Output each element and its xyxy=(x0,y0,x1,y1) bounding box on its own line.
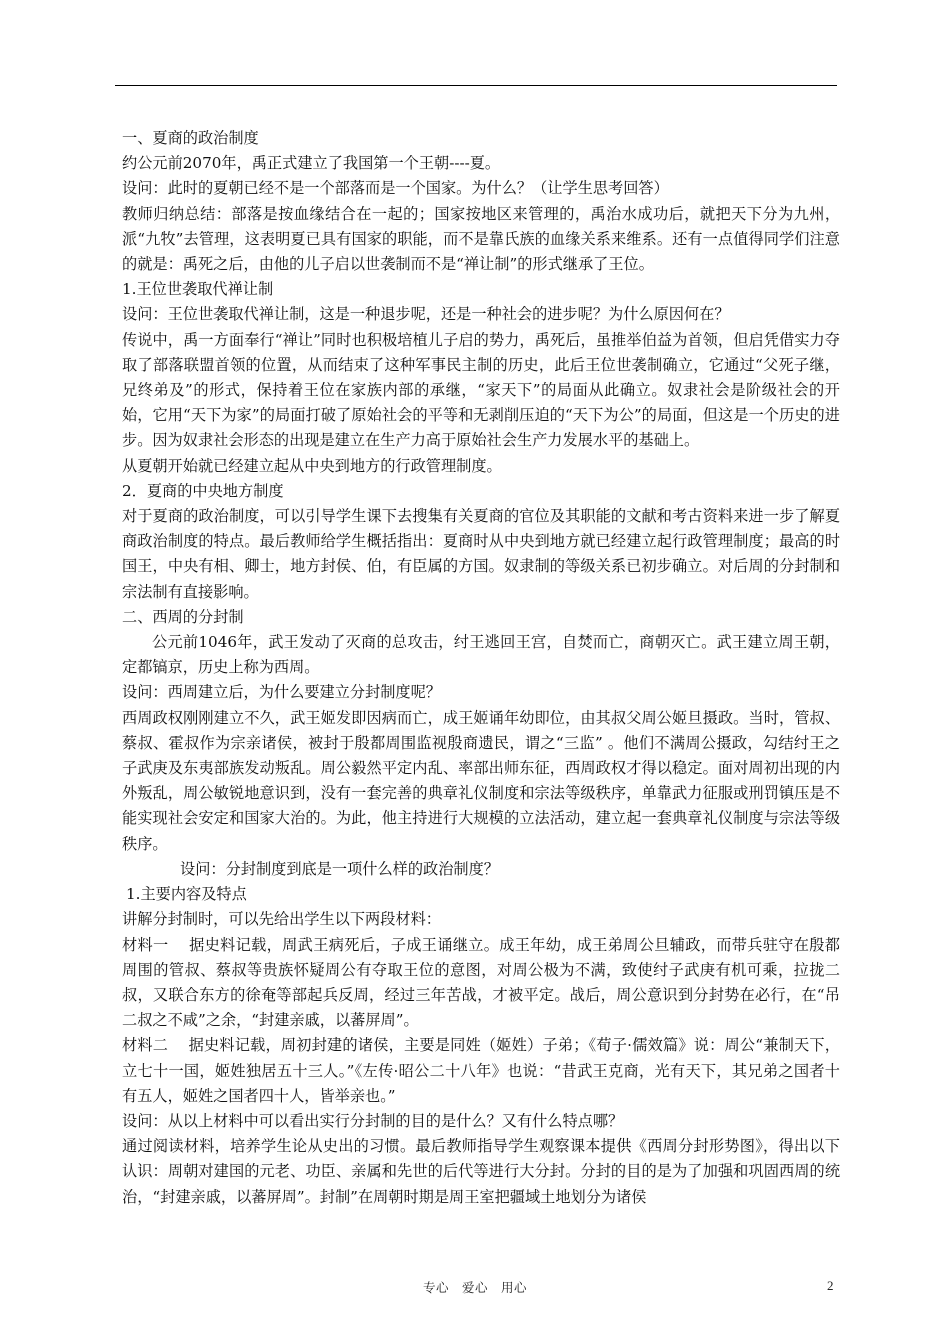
subheading-hereditary-throne: 1.王位世袭取代禅让制 xyxy=(122,280,274,299)
paragraph: 西周政权刚刚建立不久，武王姬发即因病而亡，成王姬诵年幼即位，由其叔父周公姬旦摄政。当时，管叔、蔡叔、霍叔作为宗亲诸侯，被封于殷都周围监视殷商遗民，谓之“三监” 。他们不满周公摄政，勾结纣王之子武庚及东夷部族发动叛乱。周公毅然平定内乱、率部出师东征，西周政权才得以稳定。面对周初出现的内外叛乱，周公敏锐地意识到，没有一套完善的典章礼仪制度和宗法等级秩序，单靠武力征服或刑罚镇压是不能实现社会安定和国家大治的。为此，他主持进行大规模的立法活动，建立起一套典章礼仪制度与宗法等级秩序。 xyxy=(122,708,840,853)
page-number: 2 xyxy=(827,1278,834,1293)
section-heading-xia-shang: 一、夏商的政治制度 xyxy=(122,129,259,147)
paragraph: 从夏朝开始就已经建立起从中央到地方的行政管理制度。 xyxy=(122,456,502,475)
material-one: 材料一 据史料记载，周武王病死后，子成王诵继立。成王年幼，成王弟周公旦辅政，而带兵驻守在殷都周围的管叔、蔡叔等贵族怀疑周公有夺取王位的意图，对周公极为不满，致使纣子武庚有机可乘，拉拢二叔，又联合东方的徐奄等部起兵反周，经过三年苦战，才被平定。战后，周公意识到分封势在必行，在“吊二叔之不咸”之余，“封建亲戚，以蕃屏周”。 xyxy=(122,935,840,1030)
section-heading-western-zhou: 二、西周的分封制 xyxy=(122,607,244,626)
subheading-central-local-system: 2．夏商的中央地方制度 xyxy=(122,481,284,500)
document-body xyxy=(122,126,840,1210)
header-rule xyxy=(115,85,837,86)
paragraph: 对于夏商的政治制度，可以引导学生课下去搜集有关夏商的官位及其职能的文献和考古资料来进一步了解夏商政治制度的特点。最后教师给学生概括指出：夏商时从中央到地方就已经建立起行政管理制度；最高的时国王，中央有相、卿士，地方封侯、伯，有臣属的方国。奴隶制的等级关系已初步确立。对后周的分封制和宗法制有直接影响。 xyxy=(122,507,840,601)
question-paragraph: 设问：王位世袭取代禅让制，这是一种退步呢，还是一种社会的进步呢？为什么原因何在？ xyxy=(122,305,730,324)
material-two: 材料二 据史料记载，周初封建的诸侯，主要是同姓（姬姓）子弟；《荀子·儒效篇》说：周公“兼制天下，立七十一国，姬姓独居五十三人。”《左传·昭公二十八年》也说：“昔武王克商，光有天下，其兄弟之国者十有五人，姬姓之国者四十人，皆举亲也。” xyxy=(122,1036,840,1105)
question-paragraph: 设问：此时的夏朝已经不是一个部落而是一个国家。为什么？（让学生思考回答） xyxy=(122,179,669,198)
paragraph: 公元前1046年，武王发动了灭商的总攻击，纣王逃回王宫，自焚而亡，商朝灭亡。武王建立周王朝，定都镐京，历史上称为西周。 xyxy=(122,633,840,677)
paragraph: 通过阅读材料，培养学生论从史出的习惯。最后教师指导学生观察课本提供《西周分封形势图》，得出以下认识：周朝对建国的元老、功臣、亲属和先世的后代等进行大分封。分封的目的是为了加强和巩固西周的统治，“封建亲戚，以蕃屏周”。封制”在周朝时期是周王室把疆域土地划分为诸侯 xyxy=(122,1137,840,1206)
footer-motto: 专心 爱心 用心 xyxy=(422,1280,527,1295)
question-paragraph: 设问：分封制度到底是一项什么样的政治制度？ xyxy=(180,859,499,878)
paragraph: 讲解分封制时，可以先给出学生以下两段材料： xyxy=(122,910,441,929)
question-paragraph: 设问：西周建立后，为什么要建立分封制度呢？ xyxy=(122,683,441,702)
paragraph: 传说中，禹一方面奉行“禅让”同时也积极培植儿子启的势力，禹死后，虽推举伯益为首领，但启凭借实力夺取了部落联盟首领的位置，从而结束了这种军事民主制的历史，此后王位世袭制确立，它通过“父死子继，兄终弟及”的形式，保持着王位在家族内部的承继，“家天下”的局面从此确立。奴隶社会是阶级社会的开始，它用“天下为家”的局面打破了原始社会的平等和无剥削压迫的“天下为公”的局面，但这是一个历史的进步。因为奴隶社会形态的出现是建立在生产力高于原始社会生产力发展水平的基础上。 xyxy=(122,330,840,450)
paragraph: 教师归纳总结：部落是按血缘结合在一起的；国家按地区来管理的，禹治水成功后，就把天下分为九州，派“九牧”去管理，这表明夏已具有国家的职能，而不是靠氏族的血缘关系来维系。还有一点值得同学们注意的就是：禹死之后，由他的儿子启以世袭制而不是“禅让制”的形式继承了王位。 xyxy=(122,204,840,274)
question-paragraph: 设问：从以上材料中可以看出实行分封制的目的是什么？又有什么特点哪？ xyxy=(122,1111,624,1130)
subheading-main-content: 1.主要内容及特点 xyxy=(126,885,247,904)
paragraph: 约公元前2070年，禹正式建立了我国第一个王朝----夏。 xyxy=(122,154,501,173)
